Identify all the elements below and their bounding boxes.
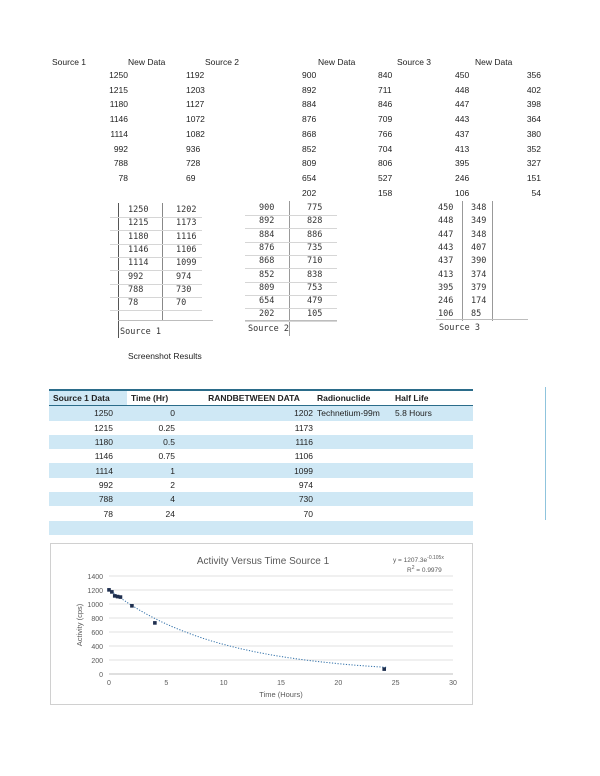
- table-cell: 2: [170, 479, 175, 490]
- equation-exponent: -0.105x: [427, 555, 444, 561]
- top-source-3-cell: 106: [455, 187, 470, 198]
- table-cell: [391, 521, 473, 535]
- screenshot-value-b: 710: [307, 256, 323, 267]
- top-source-3-cell: 246: [455, 172, 470, 183]
- screenshot-value-a: 202: [259, 309, 275, 320]
- top-source-3-cell: 395: [455, 158, 470, 169]
- top-source-2-cell: 654: [302, 172, 317, 183]
- screenshot-value-b: 348: [471, 229, 487, 240]
- screenshot-value-b: 1173: [176, 218, 197, 229]
- screenshot-value-a: 868: [259, 256, 275, 267]
- table-cell: [391, 492, 473, 506]
- x-axis-title: Time (Hours): [259, 690, 303, 699]
- table-cell: [313, 463, 391, 477]
- screenshot-value-b: 348: [471, 203, 487, 213]
- screenshot-value-a: 413: [438, 269, 454, 280]
- data-point: [119, 595, 123, 599]
- x-tick-label: 5: [164, 680, 169, 687]
- screenshot-value-b: 379: [471, 282, 487, 293]
- screenshot-value-b: 730: [176, 284, 192, 295]
- top-new-data-2-cell: 709: [378, 114, 393, 125]
- table-cell: 1106: [294, 451, 313, 462]
- table-cell: 78: [103, 508, 113, 519]
- top-new-data-1-cell: 69: [186, 172, 196, 183]
- top-source-2-cell: 892: [302, 84, 317, 95]
- x-tick-label: 10: [219, 680, 228, 687]
- table-cell: 974: [298, 479, 313, 490]
- equation-base: y = 1207.3e: [393, 557, 428, 564]
- screenshot-value-a: 450: [438, 203, 454, 213]
- header-source-1: Source 1: [52, 57, 87, 67]
- top-new-data-2-cell: 846: [378, 99, 393, 110]
- top-new-data-3-cell: 356: [526, 70, 541, 80]
- screenshot-source-2: [245, 199, 345, 339]
- screenshot-value-a: 788: [128, 284, 144, 295]
- top-new-data-1-cell: 728: [186, 158, 201, 169]
- table-cell: 788: [49, 492, 127, 506]
- screenshot-value-b: 70: [176, 298, 187, 309]
- table-row: [49, 463, 473, 477]
- table-row: [49, 449, 473, 463]
- table-cell: 1114: [49, 463, 127, 477]
- r2-prefix: R: [407, 567, 412, 574]
- top-new-data-3-cell: 327: [526, 158, 541, 169]
- top-new-data-3-cell: 380: [526, 128, 541, 139]
- screenshot-label-source-1: Source 1: [120, 327, 161, 337]
- top-new-data-2-cell: 704: [378, 143, 393, 154]
- top-source-3-cell: 448: [455, 84, 470, 95]
- table-cell: [391, 478, 473, 492]
- col-header-radionuclide: Radionuclide: [313, 390, 391, 406]
- screenshot-value-b: 735: [307, 242, 323, 253]
- top-source-2-cell: 852: [302, 143, 317, 154]
- table-cell: 1215: [94, 422, 113, 433]
- top-new-data-3-cell: 402: [526, 84, 541, 95]
- table-cell: [313, 435, 391, 449]
- activity-chart: [50, 543, 473, 705]
- screenshot-value-a: 654: [259, 296, 275, 307]
- data-point: [110, 590, 114, 594]
- screenshot-value-b: 174: [471, 296, 487, 307]
- col-header-randbetween: RANDBETWEEN DATA: [195, 390, 313, 406]
- top-source-2-cell: 868: [302, 128, 317, 139]
- screenshot-value-b: 374: [471, 269, 487, 280]
- screenshot-value-b: 1116: [176, 231, 197, 242]
- top-new-data-1-cell: 1127: [186, 99, 205, 110]
- screenshot-value-a: 852: [259, 269, 275, 280]
- table-cell: [313, 521, 391, 535]
- screenshot-value-a: 1180: [128, 231, 149, 242]
- y-tick-label: 200: [91, 658, 103, 665]
- screenshot-value-a: 395: [438, 282, 454, 293]
- screenshot-source-1: [110, 201, 215, 341]
- screenshot-value-a: 876: [259, 242, 275, 253]
- table-row: [49, 521, 473, 535]
- table-header-row: [49, 390, 473, 406]
- top-new-data-2-cell: 158: [378, 187, 393, 198]
- chart-canvas: [51, 544, 472, 704]
- top-new-data-2-cell: 711: [378, 84, 392, 95]
- screenshot-value-b: 407: [471, 242, 487, 253]
- data-table: [49, 389, 473, 535]
- chart-title: Activity Versus Time Source 1: [196, 556, 330, 567]
- top-source-2-cell: 809: [302, 158, 317, 169]
- top-source-3-cell: 443: [455, 114, 470, 125]
- r2-value: = 0.9979: [414, 567, 442, 574]
- table-row: [49, 435, 473, 449]
- screenshot-value-b: 1202: [176, 205, 197, 215]
- screenshot-label-source-2: Source 2: [248, 324, 289, 334]
- top-source-2-cell: 884: [302, 99, 317, 110]
- screenshot-value-a: 106: [438, 309, 454, 320]
- screenshot-value-a: 1114: [128, 258, 149, 269]
- top-source-1-cell: 788: [113, 158, 128, 169]
- table-cell: 24: [165, 508, 175, 519]
- table-row: [49, 406, 473, 421]
- screenshot-value-b: 349: [471, 216, 487, 227]
- screenshot-value-a: 1146: [128, 244, 149, 255]
- table-cell: 1116: [195, 435, 313, 449]
- table-row: [49, 492, 473, 506]
- table-cell: [391, 449, 473, 463]
- col-header-time: Time (Hr): [127, 390, 195, 406]
- table-cell: [313, 449, 391, 463]
- y-tick-label: 400: [91, 644, 103, 651]
- header-new-data-2: New Data: [318, 57, 356, 67]
- x-tick-label: 0: [107, 680, 111, 687]
- screenshot-value-b: 1106: [176, 244, 197, 255]
- y-tick-label: 0: [99, 672, 103, 679]
- screenshot-value-a: 437: [438, 256, 454, 267]
- x-tick-label: 25: [391, 680, 400, 687]
- r-squared: [407, 565, 442, 574]
- col-header-half-life: Half Life: [391, 390, 473, 406]
- trendline-equation: [393, 555, 444, 564]
- table-cell: 1: [127, 463, 195, 477]
- screenshot-value-a: 443: [438, 242, 454, 253]
- table-cell: 70: [303, 508, 313, 519]
- top-source-3-cell: 447: [455, 99, 470, 110]
- top-new-data-3-cell: 398: [526, 99, 541, 110]
- y-tick-label: 1000: [87, 602, 103, 609]
- table-cell: 1173: [294, 422, 313, 433]
- divider-line: [545, 387, 546, 520]
- data-point: [130, 604, 134, 608]
- top-source-2-cell: 202: [302, 187, 317, 198]
- top-new-data-1-cell: 1203: [186, 84, 205, 95]
- table-cell: 730: [195, 492, 313, 506]
- top-source-1-cell: 78: [118, 172, 128, 183]
- screenshot-value-a: 447: [438, 229, 454, 240]
- table-cell: 5.8 Hours: [391, 406, 473, 421]
- y-tick-label: 600: [91, 630, 103, 637]
- table-cell: 1202: [195, 406, 313, 421]
- table-row: [49, 421, 473, 435]
- top-new-data-1-cell: 936: [186, 143, 201, 154]
- top-source-1-cell: 1114: [110, 128, 128, 139]
- screenshot-value-a: 246: [438, 296, 454, 307]
- screenshot-value-b: 1099: [176, 258, 197, 269]
- screenshot-value-b: 828: [307, 216, 323, 227]
- header-source-2: Source 2: [205, 57, 240, 67]
- x-tick-label: 20: [334, 680, 343, 687]
- screenshot-value-a: 900: [259, 203, 275, 213]
- table-cell: 0: [127, 406, 195, 421]
- table-cell: 0.75: [158, 451, 175, 462]
- table-cell: [391, 435, 473, 449]
- table-cell: 992: [98, 479, 113, 490]
- screenshot-value-b: 390: [471, 256, 487, 267]
- screenshot-value-b: 886: [307, 229, 323, 240]
- r2-sup: 2: [411, 565, 415, 571]
- screenshot-value-b: 85: [471, 309, 482, 320]
- screenshot-value-a: 884: [259, 229, 275, 240]
- table-cell: 1146: [94, 451, 113, 462]
- screenshot-value-a: 78: [128, 298, 139, 309]
- table-cell: 1180: [49, 435, 127, 449]
- header-source-3: Source 3: [397, 57, 432, 67]
- top-source-3-cell: 450: [455, 70, 470, 80]
- top-source-2-cell: 876: [302, 114, 317, 125]
- top-new-data-2-cell: 806: [378, 158, 393, 169]
- screenshot-value-b: 775: [307, 203, 323, 213]
- top-new-data-3-cell: 364: [526, 114, 541, 125]
- header-new-data-1: New Data: [128, 57, 166, 67]
- trendline: [109, 590, 387, 668]
- screenshot-source-3: [436, 199, 536, 339]
- table-cell: Technetium-99m: [313, 406, 391, 421]
- header-new-data-3: New Data: [475, 57, 513, 67]
- table-cell: 1250: [49, 406, 127, 421]
- top-source-1-cell: 1215: [109, 84, 128, 95]
- top-source-3-cell: 413: [455, 143, 470, 154]
- table-cell: 0.25: [158, 422, 175, 433]
- table-cell: [127, 521, 195, 535]
- table-cell: [391, 506, 473, 520]
- col-header-source-1-data: Source 1 Data: [49, 390, 127, 406]
- screenshot-value-a: 1215: [128, 218, 149, 229]
- top-new-data-2-cell: 527: [378, 172, 393, 183]
- screenshot-value-b: 479: [307, 296, 323, 307]
- screenshot-value-b: 838: [307, 269, 323, 280]
- table-cell: [49, 521, 127, 535]
- screenshot-value-a: 448: [438, 216, 454, 227]
- top-source-1-cell: 1250: [109, 70, 128, 80]
- top-new-data-2-cell: 840: [378, 70, 393, 80]
- table-row: [49, 478, 473, 492]
- table-cell: 0.5: [127, 435, 195, 449]
- x-tick-label: 30: [449, 680, 457, 687]
- table-cell: [313, 506, 391, 520]
- top-new-data-1-cell: 1192: [186, 70, 205, 80]
- screenshot-label-source-3: Source 3: [439, 323, 480, 333]
- top-new-data-1-cell: 1082: [186, 128, 205, 139]
- screenshot-value-b: 105: [307, 309, 323, 320]
- table-cell: [195, 521, 313, 535]
- y-axis-title: Activity (cps): [75, 603, 84, 647]
- top-new-data-3-cell: 151: [526, 172, 541, 183]
- y-tick-label: 800: [91, 616, 103, 623]
- top-source-1-cell: 1146: [109, 114, 128, 125]
- top-new-data-1-cell: 1072: [186, 114, 205, 125]
- table-cell: [313, 421, 391, 435]
- table-cell: [313, 492, 391, 506]
- table-cell: 4: [127, 492, 195, 506]
- top-source-1-cell: 992: [113, 143, 128, 154]
- top-source-2-cell: 900: [302, 70, 317, 80]
- x-tick-label: 15: [277, 680, 285, 687]
- data-point: [153, 621, 157, 625]
- screenshot-value-a: 892: [259, 216, 275, 227]
- top-source-3-cell: 437: [455, 128, 470, 139]
- data-point: [382, 667, 386, 671]
- top-new-data-2-cell: 766: [378, 128, 393, 139]
- top-new-data-3-cell: 54: [531, 187, 541, 198]
- top-new-data-3-cell: 352: [526, 143, 541, 154]
- screenshot-value-b: 753: [307, 282, 323, 293]
- screenshot-value-a: 1250: [128, 205, 149, 215]
- y-tick-label: 1200: [87, 588, 103, 595]
- table-cell: [391, 463, 473, 477]
- table-row: [49, 506, 473, 520]
- y-tick-label: 1400: [87, 574, 103, 581]
- table-cell: 1099: [195, 463, 313, 477]
- top-source-1-cell: 1180: [109, 99, 128, 110]
- screenshot-caption: Screenshot Results: [128, 351, 202, 361]
- screenshot-value-a: 992: [128, 271, 144, 282]
- screenshot-value-a: 809: [259, 282, 275, 293]
- table-cell: [391, 421, 473, 435]
- table-cell: [313, 478, 391, 492]
- screenshot-value-b: 974: [176, 271, 192, 282]
